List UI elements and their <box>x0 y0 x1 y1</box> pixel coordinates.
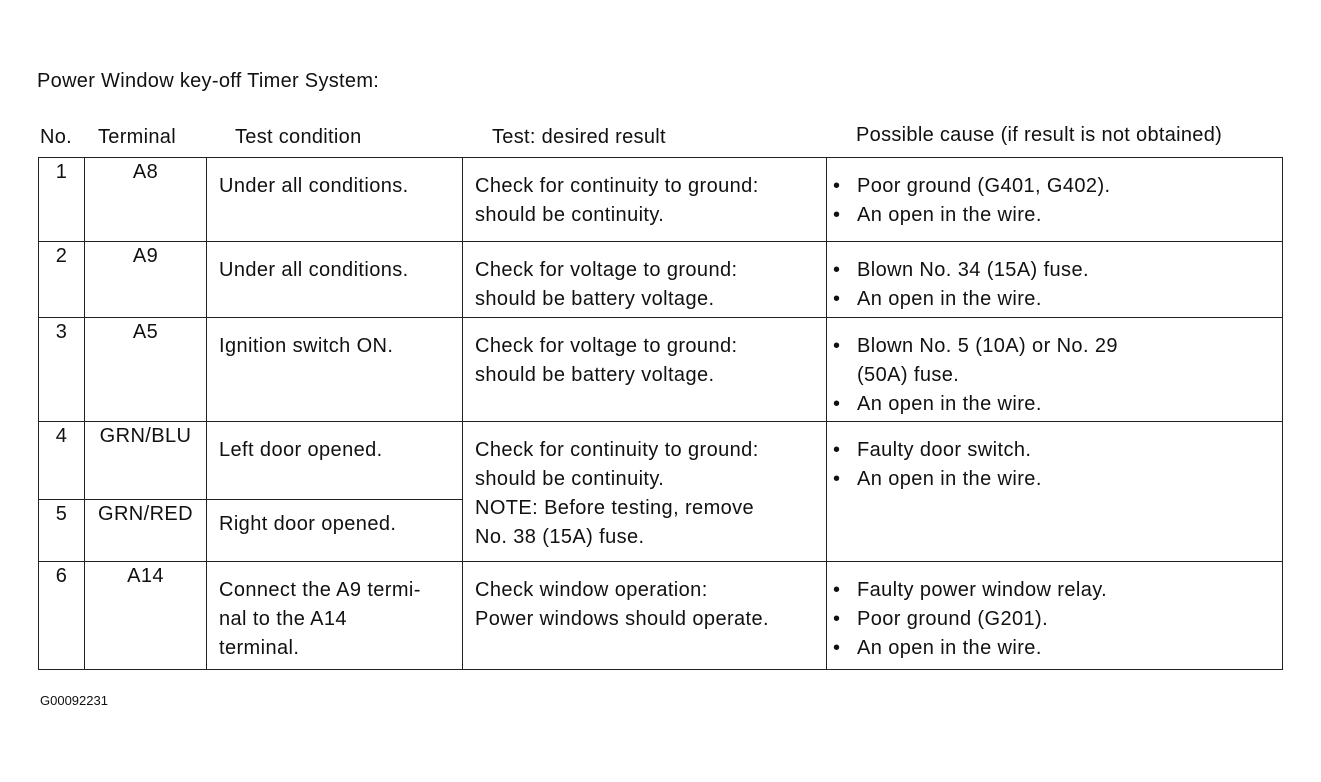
terminal-cell: GRN/RED <box>85 500 207 562</box>
result-line: Check window operation: <box>475 579 708 601</box>
header-no: No. <box>40 126 73 148</box>
desired-result-cell <box>463 422 827 562</box>
result-line: should be battery voltage. <box>475 288 715 310</box>
condition-line: Left door opened. <box>219 439 383 461</box>
possible-cause-cell <box>827 422 1283 562</box>
row-number: 6 <box>39 562 85 670</box>
figure-code: G00092231 <box>40 693 108 708</box>
header-test-condition: Test condition <box>235 126 362 148</box>
cause-item: • Poor ground (G401, G402). <box>857 172 1282 201</box>
condition-line: Under all conditions. <box>219 259 409 281</box>
row-number: 1 <box>39 158 85 242</box>
test-condition-cell <box>207 562 463 670</box>
terminal-cell: GRN/BLU <box>85 422 207 500</box>
cause-item: • Blown No. 34 (15A) fuse. <box>857 256 1282 285</box>
cause-item: • Poor ground (G201). <box>857 605 1282 634</box>
cause-item: • Blown No. 5 (10A) or No. 29 <box>857 332 1282 361</box>
cause-item: • An open in the wire. <box>857 285 1282 314</box>
table-row <box>39 158 1283 242</box>
result-line: Check for continuity to ground: <box>475 439 759 461</box>
row-number: 4 <box>39 422 85 500</box>
test-condition-cell <box>207 500 463 562</box>
result-line: Check for voltage to ground: <box>475 335 738 357</box>
terminal-cell: A8 <box>85 158 207 242</box>
desired-result-cell <box>463 158 827 242</box>
possible-cause-cell <box>827 562 1283 670</box>
cause-item: • An open in the wire. <box>857 465 1282 494</box>
test-condition-cell <box>207 242 463 318</box>
cause-item: • An open in the wire. <box>857 634 1282 663</box>
condition-line: Under all conditions. <box>219 175 409 197</box>
condition-line: Connect the A9 termi- <box>219 579 421 601</box>
desired-result-cell <box>463 562 827 670</box>
row-number: 3 <box>39 318 85 422</box>
condition-line: nal to the A14 <box>219 608 347 630</box>
cause-item: • An open in the wire. <box>857 390 1282 419</box>
result-note-line: NOTE: Before testing, remove <box>475 497 755 519</box>
terminal-cell: A14 <box>85 562 207 670</box>
table-row <box>39 422 1283 500</box>
table-row <box>39 318 1283 422</box>
header-desired-result: Test: desired result <box>492 126 666 148</box>
test-table <box>38 157 1283 670</box>
possible-cause-cell <box>827 242 1283 318</box>
header-possible-cause: Possible cause (if result is not obtained) <box>856 124 1223 146</box>
result-note-line: No. 38 (15A) fuse. <box>475 526 645 548</box>
result-line: Check for voltage to ground: <box>475 259 738 281</box>
table-row <box>39 242 1283 318</box>
cause-item: • Faulty power window relay. <box>857 576 1282 605</box>
result-line: Check for continuity to ground: <box>475 175 759 197</box>
condition-line: terminal. <box>219 637 300 659</box>
test-condition-cell <box>207 422 463 500</box>
test-condition-cell <box>207 158 463 242</box>
row-number: 5 <box>39 500 85 562</box>
desired-result-cell <box>463 242 827 318</box>
cause-item: • Faulty door switch. <box>857 436 1282 465</box>
result-line: should be battery voltage. <box>475 364 715 386</box>
result-line: should be continuity. <box>475 204 665 226</box>
terminal-cell: A5 <box>85 318 207 422</box>
page-title: Power Window key-off Timer System: <box>37 70 380 92</box>
cause-item: • An open in the wire. <box>857 201 1282 230</box>
possible-cause-cell <box>827 318 1283 422</box>
test-condition-cell <box>207 318 463 422</box>
result-line: should be continuity. <box>475 468 665 490</box>
header-terminal: Terminal <box>98 126 176 148</box>
result-line: Power windows should operate. <box>475 608 769 630</box>
condition-line: Ignition switch ON. <box>219 335 394 357</box>
condition-line: Right door opened. <box>219 513 397 535</box>
cause-item-continuation: (50A) fuse. <box>857 364 960 386</box>
possible-cause-cell <box>827 158 1283 242</box>
desired-result-cell <box>463 318 827 422</box>
table-row <box>39 562 1283 670</box>
row-number: 2 <box>39 242 85 318</box>
terminal-cell: A9 <box>85 242 207 318</box>
